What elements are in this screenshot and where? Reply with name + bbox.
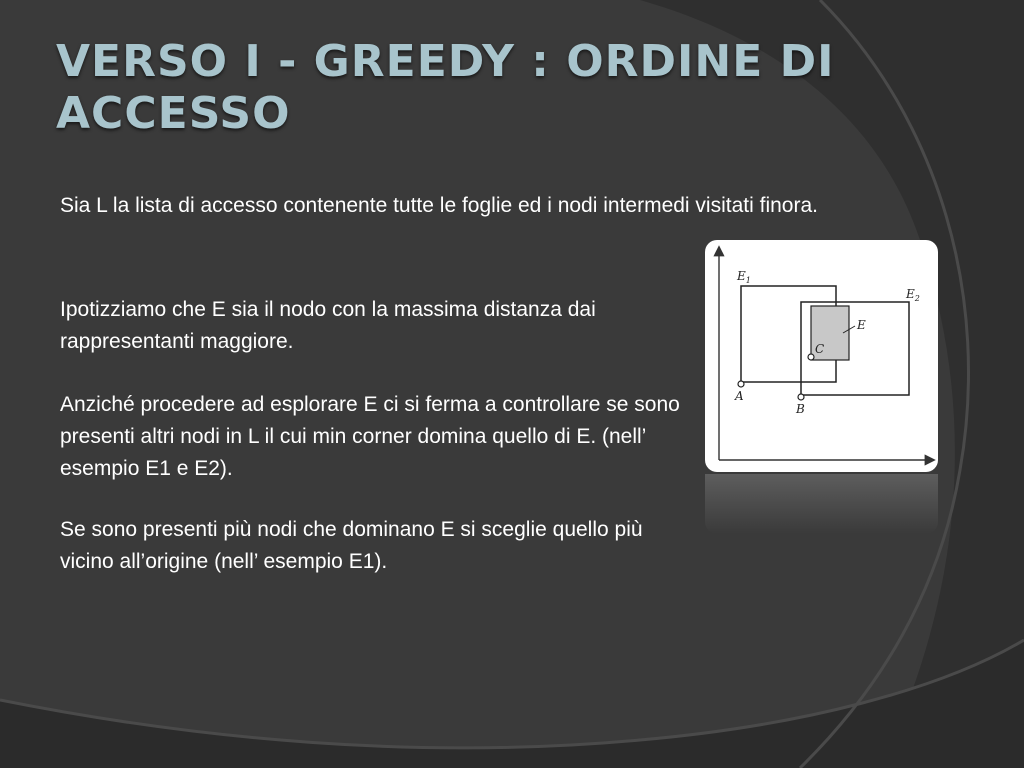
label-b: B	[796, 402, 805, 416]
rtree-dominance-figure	[705, 240, 938, 472]
paragraph-hypothesis: Ipotizziamo che E sia il nodo con la massima distanza dai rappresentanti maggiore.	[60, 298, 596, 353]
label-e1: $E_1$	[737, 269, 751, 285]
point-b-marker	[798, 394, 804, 400]
figure-reflection	[705, 474, 938, 534]
slide-title: VERSO I - GREEDY : ORDINE DI ACCESSO	[56, 36, 835, 139]
label-e: E	[857, 318, 866, 332]
label-c: C	[815, 342, 825, 356]
point-a-marker	[738, 381, 744, 387]
paragraph-access-list: Sia L la lista di accesso contenente tutte le foglie ed i nodi intermedi visitati finora.	[60, 194, 818, 217]
point-c-marker	[808, 354, 814, 360]
paragraph-dominance-check: Anziché procedere ad esplorare E ci si ferma a controllare se sono presenti altri nodi in L il cui min corner domina quello di E. (nell’ esempio E1 e E2).	[60, 393, 680, 480]
paragraph-choice-rule: Se sono presenti più nodi che dominano E si sceglie quello più vicino all’origine (nell’ esempio E1).	[60, 518, 643, 573]
label-e2: $E_2$	[906, 287, 920, 303]
label-a: A	[735, 389, 744, 403]
